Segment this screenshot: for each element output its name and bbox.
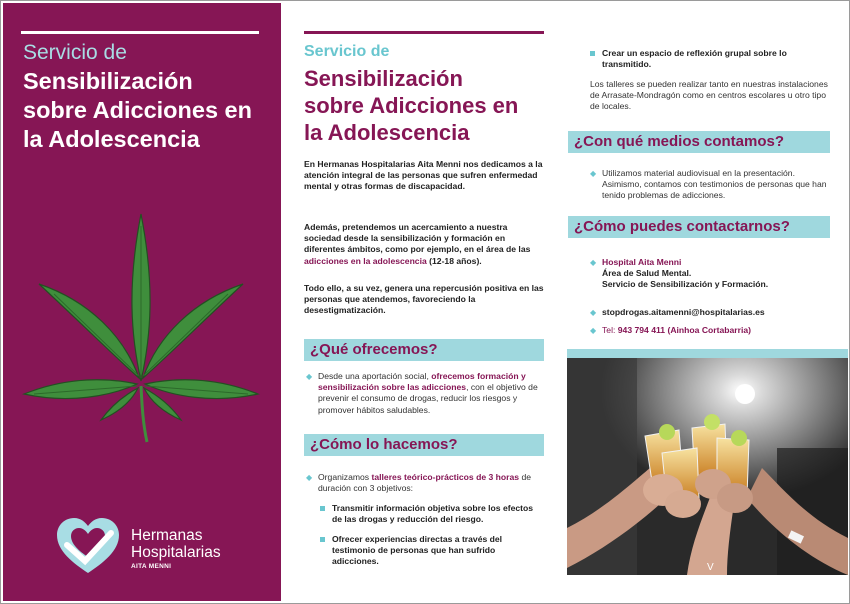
middle-divider: [304, 31, 544, 34]
middle-title-line: la Adolescencia: [304, 120, 470, 145]
objective-text: Transmitir información objetiva sobre los efectos de las drogas y reducción del riesgo.: [332, 503, 534, 525]
diamond-bullet-icon: ◆: [590, 308, 597, 317]
approach-paragraph: [304, 222, 544, 267]
approach-text: Además, pretendemos un acercamiento a nuestra sociedad desde la sensibilización y formación en diferentes ámbitos, como por ejemplo, en el área de las: [304, 222, 531, 255]
contact-area: Área de Salud Mental.: [602, 268, 692, 279]
section-heading-what: ¿Qué ofrecemos?: [304, 339, 544, 361]
contact-phone[interactable]: 943 794 411 (Ainhoa Cortabarria): [617, 325, 752, 335]
cannabis-leaf-icon: [19, 206, 264, 446]
square-bullet-icon: [590, 51, 595, 56]
cover-pre-title: Servicio de: [23, 41, 127, 64]
intro-paragraph: En Hermanas Hospitalarias Aita Menni nos dedicamos a la atención integral de las personas que sufren enfermedad mental y otras formas de discapacidad.: [304, 159, 543, 192]
objective-item: [320, 503, 540, 525]
cover-title-line: sobre Adicciones en: [23, 97, 252, 123]
contact-service: Servicio de Sensibilización y Formación.: [602, 279, 769, 290]
photo-band: [567, 349, 848, 358]
what-bullet: [306, 371, 542, 416]
middle-title: [304, 65, 554, 146]
means-text: Utilizamos material audiovisual en la presentación. Asimismo, contamos con testimonios de personas que han tenido problemas de adicciones.: [602, 168, 827, 201]
middle-pre-title: Servicio de: [304, 43, 390, 60]
contact-org: Hospital Aita Menni: [602, 257, 682, 267]
how-highlight: talleres teórico-prácticos de 3 horas: [371, 472, 520, 482]
diamond-bullet-icon: ◆: [306, 473, 313, 482]
middle-title-line: Sensibilización: [304, 66, 463, 91]
section-heading-contact: ¿Cómo puedes contactarnos?: [568, 216, 830, 238]
logo-wordmark: [131, 527, 221, 561]
contact-email-item: [590, 307, 830, 318]
section-heading-how: ¿Cómo lo hacemos?: [304, 434, 544, 456]
contact-phone-label: Tel:: [602, 325, 618, 335]
what-text-end: , con el objetivo de prevenir el consumo de drogas, reducir los riesgos y promover hábitos saludables.: [318, 382, 538, 415]
logo-name-line: Hermanas: [131, 527, 203, 544]
diamond-bullet-icon: ◆: [590, 326, 597, 335]
section-heading-means: ¿Con qué medios contamos?: [568, 131, 830, 153]
logo-name-line: Hospitalarias: [131, 544, 221, 561]
square-bullet-icon: [320, 537, 325, 542]
cover-title-line: Sensibilización: [23, 68, 193, 94]
square-bullet-icon: [320, 506, 325, 511]
cover-divider: [21, 31, 259, 34]
diamond-bullet-icon: ◆: [590, 169, 597, 178]
how-text-end: de duración con 3 objetivos:: [318, 472, 532, 494]
how-bullet: [306, 472, 542, 494]
heart-logo-icon: [53, 515, 123, 577]
objective-item: [590, 48, 830, 70]
contact-email[interactable]: stopdrogas.aitamenni@hospitalarias.es: [602, 307, 765, 317]
diamond-bullet-icon: ◆: [590, 258, 597, 267]
what-highlight: ofrecemos formación y sensibilización sobre las adicciones: [318, 371, 526, 393]
objective-item: [320, 534, 540, 568]
venue-paragraph: Los talleres se pueden realizar tanto en nuestras instalaciones de Arrasate-Mondragón como en centros escolares u otro tipo de locales.: [590, 79, 828, 112]
approach-highlight: adicciones en la adolescencia: [304, 255, 427, 266]
approach-text-end: (12-18 años).: [426, 255, 482, 266]
means-bullet: [590, 168, 830, 202]
contact-phone-item: [590, 325, 830, 336]
impact-paragraph: Todo ello, a su vez, genera una repercusión positiva en las personas que atendemos, favoreciendo la desestigmatización.: [304, 283, 544, 316]
photo-caption: V: [707, 562, 714, 573]
objective-text: Ofrecer experiencias directas a través del testimonio de personas que han sufrido adicciones.: [332, 534, 503, 567]
contact-address: [590, 257, 830, 291]
party-toast-photo: [567, 358, 848, 575]
how-text: Organizamos: [318, 472, 372, 482]
middle-title-line: sobre Adicciones en: [304, 93, 519, 118]
what-text: Desde una aportación social,: [318, 371, 432, 381]
cover-title-line: la Adolescencia: [23, 126, 200, 152]
diamond-bullet-icon: ◆: [306, 372, 313, 381]
objective-text: Crear un espacio de reflexión grupal sobre lo transmitido.: [602, 48, 787, 70]
logo-subtitle: AITA MENNI: [131, 563, 172, 570]
cover-title: [23, 67, 273, 154]
